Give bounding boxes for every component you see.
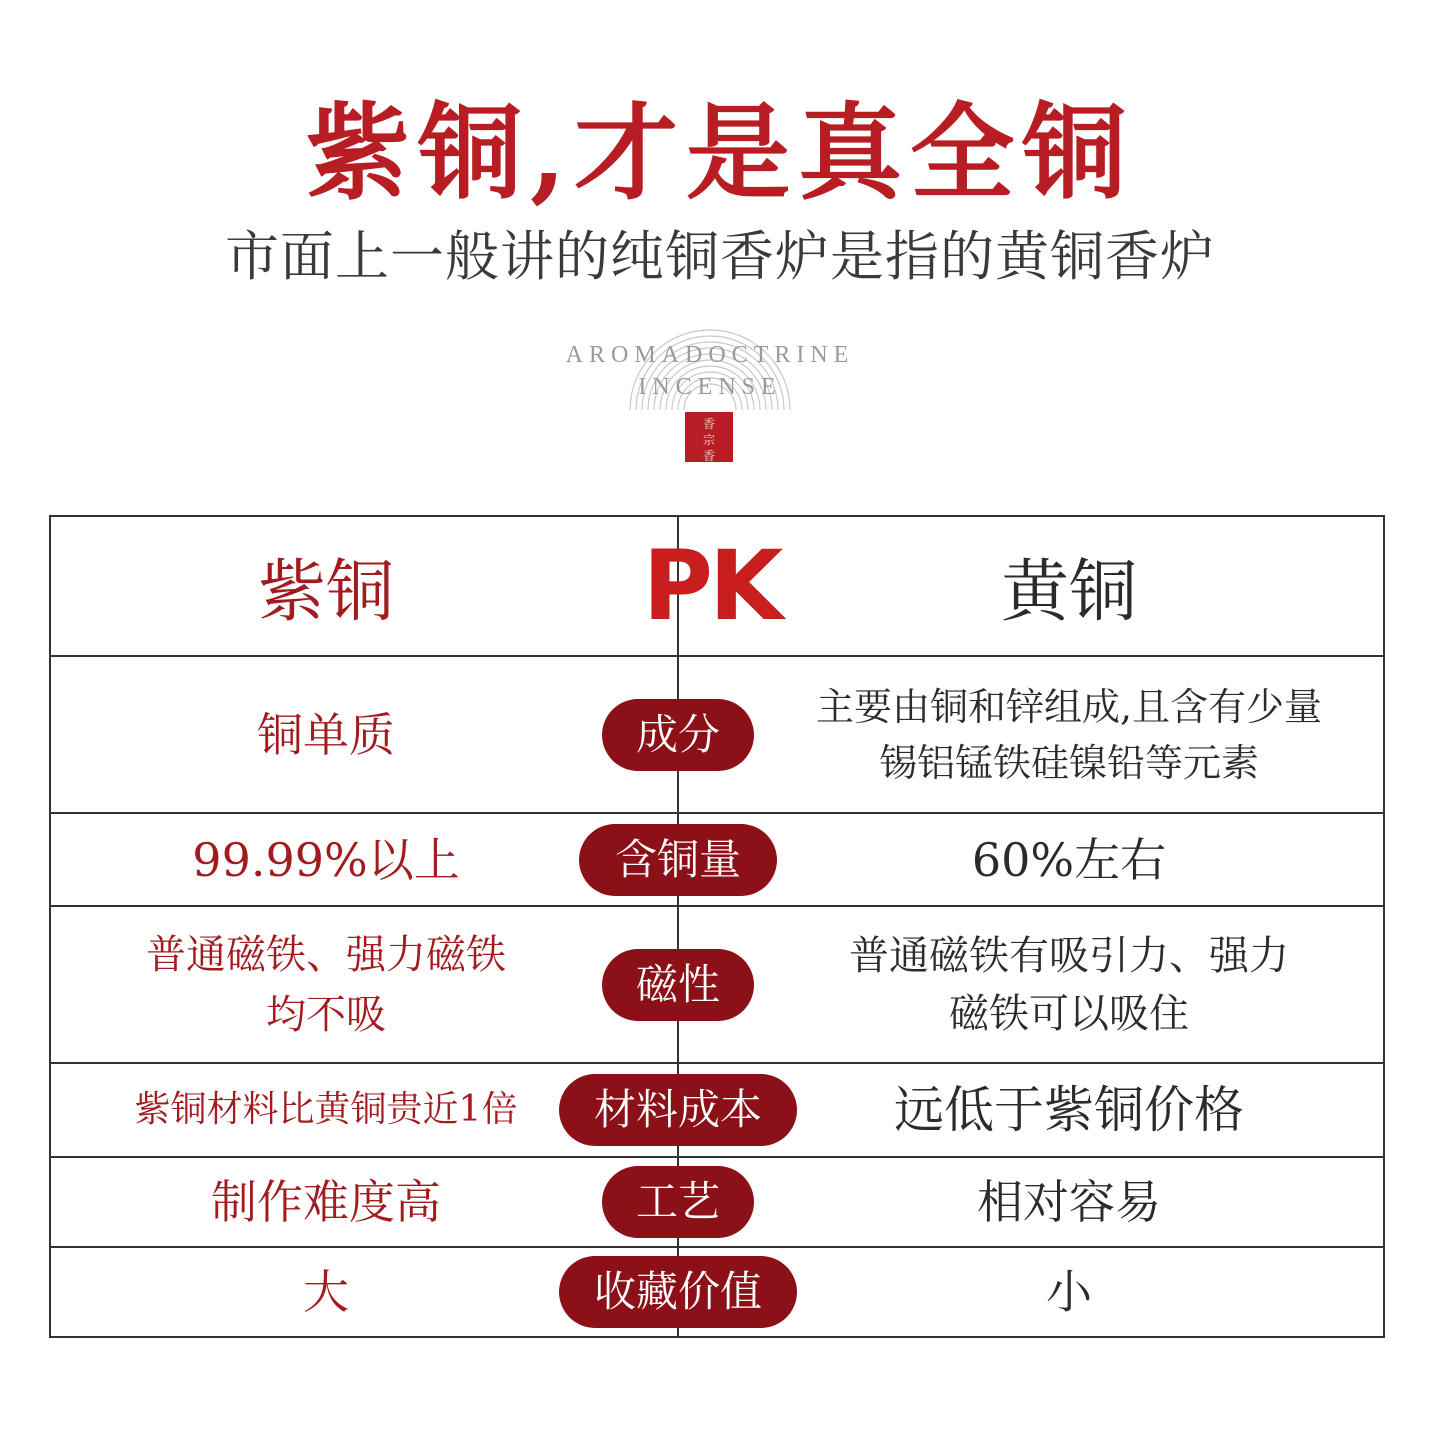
right-value: 小 [1046,1265,1092,1319]
logo-text-aromadoctrine: AROMADOCTRINE [565,342,855,368]
table-cell-right [751,1064,1387,1156]
comparison-table [49,515,1385,1338]
right-value: 远低于紫铜价格 [894,1081,1244,1139]
left-value: 铜单质 [257,707,395,762]
left-value: 普通磁铁、强力磁铁 均不吸 [146,931,506,1038]
page-title: 紫铜,才是真全铜 [305,91,1135,214]
header-brass: 黄铜 [1000,552,1137,632]
header-cell-right [751,517,1387,655]
page-subtitle: 市面上一般讲的纯铜香炉是指的黄铜香炉 [225,225,1215,288]
row-label-pill: 含铜量 [579,824,777,896]
table-row-copper-content [51,814,1383,907]
table-cell-right [751,907,1387,1062]
row-label-pill: 成分 [602,699,754,771]
table-header-row [51,517,1383,657]
pk-label: PK [642,530,780,642]
table-row-material-cost [51,1064,1383,1158]
table-cell-right [751,814,1387,905]
table-cell-left [51,1248,601,1336]
left-value: 制作难度高 [211,1175,441,1229]
header-cell-left [51,517,601,655]
row-label-pill: 材料成本 [559,1074,797,1146]
right-value: 相对容易 [977,1175,1161,1229]
left-value: 99.99%以上 [192,832,460,887]
right-value: 普通磁铁有吸引力、强力 磁铁可以吸住 [849,932,1289,1037]
table-row-craft [51,1158,1383,1248]
logo-text-incense: INCENSE [638,374,782,400]
left-value: 紫铜材料比黄铜贵近1倍 [134,1089,518,1130]
table-row-composition [51,657,1383,814]
seal-char: 宗 [702,433,715,447]
table-cell-left [51,1064,601,1156]
table-cell-right [751,1158,1387,1246]
table-cell-left [51,657,601,812]
table-row-magnetism [51,907,1383,1064]
table-cell-right [751,657,1387,812]
seal-char: 香 [702,449,715,463]
row-label-pill: 收藏价值 [559,1256,797,1328]
right-value: 60%左右 [971,832,1167,887]
row-label-pill: 磁性 [602,949,754,1021]
seal-char: 香 [702,417,715,431]
table-cell-left [51,907,601,1062]
header-purple-copper: 紫铜 [257,552,394,632]
table-cell-right [751,1248,1387,1336]
seal-stamp-icon [685,412,733,462]
right-value: 主要由铜和锌组成,且含有少量 锡铝锰铁硅镍铅等元素 [815,684,1323,785]
table-cell-left [51,814,601,905]
table-cell-left [51,1158,601,1246]
table-row-collection-value [51,1248,1383,1336]
left-value: 大 [303,1265,349,1319]
brand-logo [540,310,880,470]
row-label-pill: 工艺 [602,1166,754,1238]
